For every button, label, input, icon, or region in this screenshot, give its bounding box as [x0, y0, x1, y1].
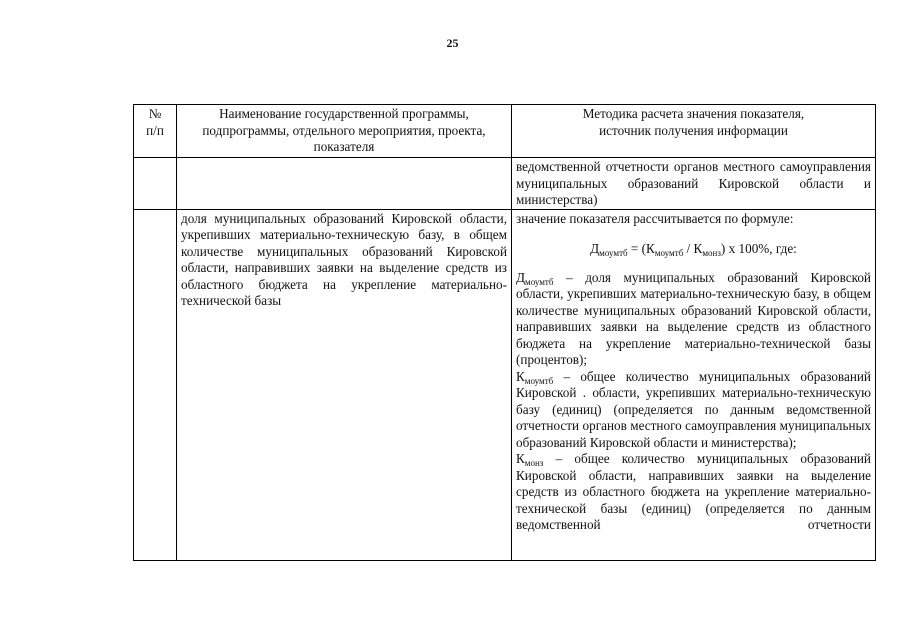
- page-number: 25: [446, 36, 459, 50]
- header-name: Наименование государственной программы, подпрограммы, отдельного мероприятия, проекта, показателя: [177, 105, 512, 158]
- definition-k-moumtb: $К_{моумтб}$ – общее количество муниципальных образований Кировской . области, укрепивших материально-техническую базу (единиц) (определяется по данным ведомственной отчетности органов местного самоуправления муниципальных образований Кировской области и министерства);: [516, 368, 871, 450]
- table-row: [134, 209, 876, 560]
- definition-d-moumtb: $Д_{моумтб}$ – доля муниципальных образований Кировской области, укрепивших материально-техническую базу, в общем количестве муниципальных образований Кировской области, направивших заявки на выделение средств из областного бюджета на укрепление материально-технической базы (процентов);: [516, 269, 871, 367]
- header-num: № п/п: [134, 105, 177, 158]
- row1-num-cell: [134, 158, 177, 210]
- formula: $Д_{моумтб} = (К_{моумтб} / К_{монз})$ x 100%, где:: [590, 241, 797, 258]
- row2-method-cell: [512, 209, 876, 560]
- formula-intro: значение показателя рассчитывается по формуле:: [516, 210, 794, 226]
- table-row: [134, 158, 876, 210]
- table-header-row: [134, 105, 876, 158]
- definition-k-monz: $К_{монз}$ – общее количество муниципальных образований Кировской области, направивших заявки на выделение средств из областного бюджета на укрепление материально-технической базы (единиц) (определяется по данным ведомственной отчетности: [516, 451, 871, 532]
- row2-name-cell: доля муниципальных образований Кировской области, укрепивших материально-техническую базу, в общем количестве муниципальных образований Кировской области, направивших заявки на выделение средств из областного бюджета на укрепление материально-технической базы: [177, 209, 512, 560]
- row1-name-cell: [177, 158, 512, 210]
- header-method: Методика расчета значения показателя, источник получения информации: [512, 105, 876, 158]
- methodology-table: [133, 104, 876, 561]
- row2-num-cell: [134, 209, 177, 560]
- row1-method-cell: ведомственной отчетности органов местного самоуправления муниципальных образований Кировской области и министерства): [512, 158, 876, 210]
